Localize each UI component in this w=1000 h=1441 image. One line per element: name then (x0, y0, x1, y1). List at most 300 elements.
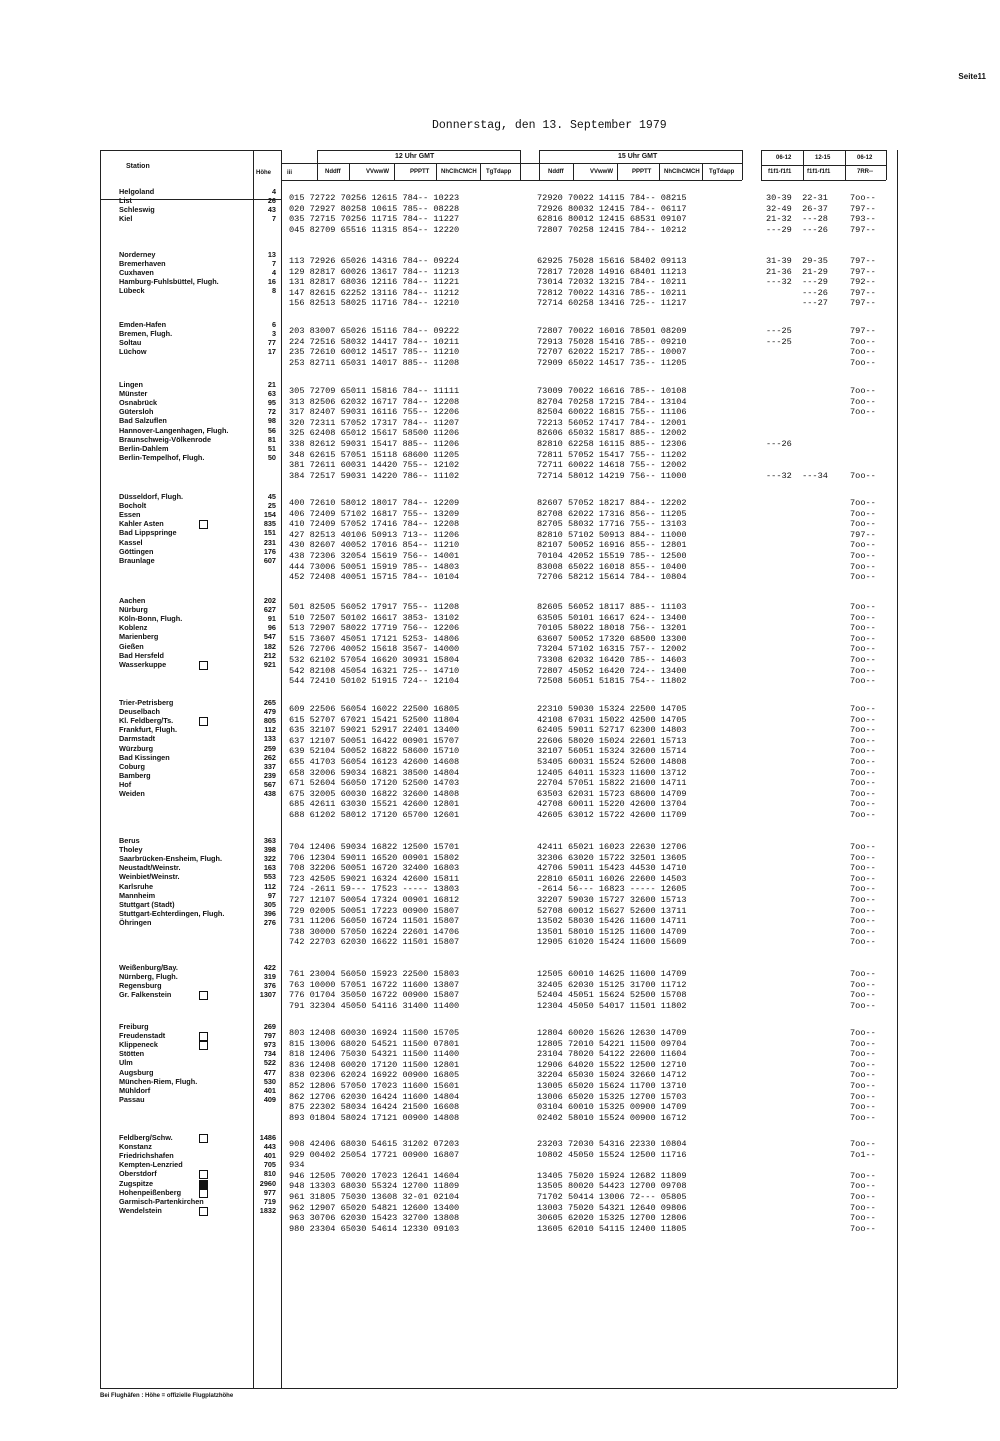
obs-15-row: 42706 59011 15423 44530 14710 (537, 863, 687, 874)
state-row: 7oo-- (850, 519, 876, 530)
station-name: Feldberg/Schw. (119, 1133, 173, 1142)
state-row: 7oo-- (850, 1059, 876, 1070)
station-name: Osnabrück (119, 398, 158, 408)
station-name: Emden-Hafen (119, 320, 167, 329)
obs-15-row: 82504 60022 16815 755-- 11106 (537, 407, 687, 418)
obs-12-row: 836 12408 60020 17120 11500 12801 (289, 1059, 460, 1070)
station-height: 305 (263, 899, 276, 909)
obs-15-row: 22606 58020 15024 22601 15713 (537, 735, 687, 746)
station-name: Köln-Bonn, Flugh. (119, 614, 183, 624)
obs-12-row: 400 72610 58012 18017 784-- 12209 (289, 498, 460, 508)
station-name: Regensburg (119, 981, 162, 991)
station-name: Braunlage (119, 555, 155, 565)
station-height: 553 (263, 872, 276, 882)
state-row: 7oo-- (850, 612, 876, 623)
state-row: 7oo-- (850, 655, 876, 665)
state-row: 797-- (850, 287, 876, 298)
state-row: 7oo-- (850, 969, 876, 979)
station-height: 163 (263, 863, 276, 873)
obs-15-row: 73014 72032 13215 784-- 10211 (537, 277, 687, 288)
state-row: 7oo-- (850, 905, 876, 916)
obs-12-row: 438 72306 32054 15619 756-- 14001 (289, 551, 460, 561)
obs-15-row: 02402 58010 15524 00900 16712 (537, 1112, 687, 1123)
state-row: 797-- (850, 326, 876, 336)
report-date: Donnerstag, den 13. September 1979 (432, 119, 667, 132)
station-name: Soltau (119, 338, 142, 348)
station-name: Gießen (119, 641, 144, 651)
station-name: Lübeck (119, 286, 145, 296)
obs-12-row: 791 32304 45050 54116 31400 11400 (289, 1000, 460, 1011)
obs-12-row: 685 42611 63030 15521 42600 12801 (289, 799, 460, 810)
obs-12-row: 675 32005 60030 16822 32600 14808 (289, 788, 460, 799)
state-row: 7oo-- (850, 1139, 876, 1149)
obs-12-row: 348 62615 57051 15118 68600 11205 (289, 449, 460, 460)
obs-12-row: 320 72311 57052 17317 784-- 11207 (289, 417, 460, 428)
open-square-icon (199, 717, 208, 726)
state-row: 7oo-- (850, 357, 876, 368)
station-name: Helgoland (119, 187, 155, 196)
station-name: Marienberg (119, 632, 159, 642)
obs-15-row: 62816 80012 12415 68531 09107 (537, 214, 687, 225)
station-height: 50 (267, 452, 276, 462)
obs-12-row: 704 12406 59034 16822 12500 15701 (289, 842, 460, 852)
station-name: Bad Hersfeld (119, 650, 165, 660)
obs-12-row: 609 22506 56054 16022 22500 16805 (289, 704, 460, 714)
obs-15-row: 12905 61020 15424 11600 15609 (537, 937, 687, 948)
station-height: 977 (263, 1187, 276, 1197)
obs-15-row: 83008 65022 16018 855-- 10400 (537, 561, 687, 572)
obs-12-row: 963 30706 62030 15423 32700 13808 (289, 1213, 460, 1224)
state-row: 7oo-- (850, 602, 876, 612)
obs-15-row: 13006 65020 15325 12700 15703 (537, 1091, 687, 1102)
station-height: 7 (271, 259, 276, 269)
obs-12-row: 526 72706 40052 15618 3567- 14000 (289, 644, 460, 655)
open-square-icon (199, 1170, 208, 1179)
station-name: Kempten-Lenzried (119, 1160, 183, 1170)
station-height: 835 (263, 519, 276, 529)
station-name: Hamburg-Fuhlsbüttel, Flugh. (119, 277, 219, 287)
col12-ppptt: PPPTT (410, 169, 430, 175)
obs-15-row: 72812 70022 14316 785-- 10211 (537, 287, 687, 298)
station-name: Mannheim (119, 890, 156, 900)
state-row: 793-- (850, 214, 876, 225)
col12-vvwww: VVwwW (366, 169, 390, 175)
station-height: 265 (263, 698, 276, 707)
obs-15-row: 71702 50414 13006 72--- 05805 (537, 1192, 687, 1202)
station-name: Hannover-Langenhagen, Flugh. (119, 425, 229, 435)
state-row: 7oo-- (850, 725, 876, 736)
station-name: Stuttgart-Echterdingen, Flugh. (119, 908, 225, 918)
obs-12-row: 639 52104 50052 16822 58600 15710 (289, 746, 460, 757)
obs-15-row: 72707 62022 15217 785-- 10007 (537, 347, 687, 358)
station-name: Frankfurt, Flugh. (119, 725, 177, 735)
obs-12-row: 305 72709 65011 15816 784-- 11111 (289, 386, 460, 396)
obs-15-row: 82810 62258 16115 885-- 12306 (537, 439, 687, 449)
open-square-icon (199, 1207, 208, 1216)
station-name: Wendelstein (119, 1205, 162, 1215)
obs-12-row: 688 61202 58012 17120 65700 12601 (289, 810, 460, 820)
obs-12-row: 325 62408 65012 15617 58500 11206 (289, 428, 460, 439)
obs-12-row: 045 82709 65516 11315 854-- 12220 (289, 224, 460, 235)
state-row: 7oo-- (850, 1028, 876, 1038)
station-name: Zugspitze (119, 1178, 154, 1188)
obs-12-row: 515 73607 45051 17121 5253- 14806 (289, 633, 460, 644)
station-height: 422 (263, 963, 276, 972)
obs-15-row: 73204 57102 16315 757-- 12002 (537, 644, 687, 655)
state-row: 797-- (850, 203, 876, 214)
station-name: Braunschweig-Völkenrode (119, 434, 212, 444)
range-row: ---32 ---29 (766, 277, 828, 288)
obs-15-row: 22704 57051 15822 21600 14711 (537, 778, 687, 789)
obs-15-row: 30605 62020 15325 12700 12806 (537, 1213, 687, 1224)
state-row: 7oo-- (850, 1070, 876, 1081)
state-row: 797-- (850, 298, 876, 309)
state-row: 7oo-- (850, 979, 876, 990)
obs-15-row: 72714 58012 14219 756-- 11000 (537, 470, 687, 481)
col15-clouds: NhClhCMCH (664, 169, 700, 175)
obs-15-row: 22310 59030 15324 22500 14705 (537, 704, 687, 714)
obs-12-row: 510 72507 50102 16617 3853- 13102 (289, 612, 460, 623)
obs-12-row: 893 01804 58024 17121 00900 14808 (289, 1112, 460, 1123)
obs-15-row: 13605 62010 54115 12400 11805 (537, 1223, 687, 1234)
station-name: Cuxhaven (119, 268, 154, 278)
station-height: 705 (263, 1160, 276, 1170)
state-row: 7oo-- (850, 1102, 876, 1113)
obs-12-row: 452 72408 40051 15715 784-- 10104 (289, 572, 460, 583)
state-row: 7oo-- (850, 665, 876, 676)
station-height: 1832 (259, 1205, 276, 1215)
station-height: 376 (263, 981, 276, 991)
station-height: 805 (263, 716, 276, 726)
station-height: 17 (267, 347, 276, 357)
station-name: Bocholt (119, 501, 147, 511)
obs-15-row: 12805 72010 54221 11500 09704 (537, 1038, 687, 1049)
col12-nddff: Nddff (325, 169, 341, 175)
obs-12-row: 410 72409 57052 17416 784-- 12208 (289, 519, 460, 530)
obs-12-row: 156 82513 58025 11716 784-- 12210 (289, 298, 460, 309)
station-height: 202 (263, 596, 276, 605)
obs-15-row: 62405 59011 52717 62300 14803 (537, 725, 687, 736)
station-height: 398 (263, 845, 276, 855)
obs-12-row: 544 72410 50102 51915 724-- 12104 (289, 676, 460, 687)
col12-clouds: NhClhCMCH (441, 169, 477, 175)
obs-12-row: 532 62102 57054 16620 30931 15804 (289, 655, 460, 665)
station-height: 176 (263, 546, 276, 556)
station-height: 26 (267, 196, 276, 206)
station-height: 151 (263, 528, 276, 538)
state-row: 7oo-- (850, 1049, 876, 1060)
station-name: Stuttgart (Stadt) (119, 899, 175, 909)
station-height: 56 (267, 425, 276, 435)
obs-15-row: 53405 60031 15524 52600 14808 (537, 757, 687, 767)
state-row: 7oo-- (850, 990, 876, 1001)
station-name: Stötten (119, 1049, 145, 1059)
obs-15-row: 12304 45050 54017 11501 11802 (537, 1000, 687, 1011)
obs-15-row: 13505 80020 54423 12700 09708 (537, 1181, 687, 1192)
station-height: 443 (263, 1142, 276, 1152)
obs-15-row: 12505 60010 14625 11600 14709 (537, 969, 687, 979)
station-height: 363 (263, 836, 276, 845)
obs-12-row: 671 52604 56050 17120 52500 14703 (289, 778, 460, 789)
col15-tgtd: TgTdapp (709, 169, 735, 175)
obs-15-row: 72213 56052 17417 784-- 12001 (537, 417, 687, 428)
station-name: Berlin-Tempelhof, Flugh. (119, 452, 205, 462)
state-row: 7oo-- (850, 937, 876, 948)
state-row: 7oo-- (850, 540, 876, 551)
obs-15-row: 13502 58030 15426 11600 14711 (537, 916, 687, 927)
header-15-gmt: 15 Uhr GMT (618, 153, 658, 160)
obs-15-row: -2614 56--- 16823 ----- 12605 (537, 884, 687, 895)
station-name: Kahler Asten (119, 519, 164, 529)
station-height: 3 (271, 329, 276, 339)
obs-12-row: 235 72610 60012 14517 785-- 11210 (289, 347, 460, 358)
station-height: 719 (263, 1196, 276, 1206)
page-number: Seite11 (958, 72, 986, 81)
station-height: 409 (263, 1094, 276, 1104)
station-height: 337 (263, 761, 276, 771)
obs-15-row: 72714 60258 13416 725-- 11217 (537, 298, 687, 309)
station-name: Karlsruhe (119, 881, 154, 891)
range-row: ---32 ---34 (766, 470, 828, 481)
iii-header: iii (287, 170, 293, 176)
station-name: Lingen (119, 380, 143, 389)
station-height: 91 (267, 614, 276, 624)
station-height: 45 (267, 492, 276, 501)
r2b-header: f1f1-f1f1 (807, 169, 831, 175)
r1b-header: f1f1-f1f1 (768, 169, 792, 175)
station-name: Düsseldorf, Flugh. (119, 492, 184, 501)
state-row: 7oo-- (850, 508, 876, 519)
obs-12-row: 731 11206 56050 16724 11501 15807 (289, 916, 460, 927)
obs-15-row: 72807 70258 12415 784-- 10212 (537, 224, 687, 235)
obs-12-row: 338 82612 59031 15417 885-- 11206 (289, 439, 460, 449)
obs-12-row: 015 72722 70256 12615 784-- 10223 (289, 193, 460, 203)
state-row: 7o1-- (850, 1149, 876, 1160)
station-name: Wasserkuppe (119, 659, 167, 669)
open-square-icon (199, 520, 208, 529)
obs-12-row: 724 -2611 59--- 17523 ----- 13803 (289, 884, 460, 895)
obs-12-row: 113 72926 65026 14316 784-- 09224 (289, 256, 460, 266)
station-name: Berlin-Dahlem (119, 443, 169, 453)
station-height: 319 (263, 972, 276, 982)
obs-15-row: 70105 58022 18018 756-- 13201 (537, 623, 687, 634)
state-row: 7oo-- (850, 623, 876, 634)
station-name: Kassel (119, 537, 143, 547)
obs-12-row: 203 83007 65026 15116 784-- 09222 (289, 326, 460, 336)
station-height: 627 (263, 605, 276, 615)
state-row: 7oo-- (850, 704, 876, 714)
station-name: Bremen, Flugh. (119, 329, 173, 339)
hoehe-header: Höhe (256, 170, 271, 176)
station-height: 607 (263, 555, 276, 565)
state-row: 797-- (850, 224, 876, 235)
obs-15-row: 82607 57052 18217 884-- 12202 (537, 498, 687, 508)
station-height: 921 (263, 659, 276, 669)
station-name: Nürnberg, Flugh. (119, 972, 178, 982)
station-height: 276 (263, 917, 276, 927)
obs-15-row: 72807 70022 16016 78501 08209 (537, 326, 687, 336)
state-row: 7oo-- (850, 810, 876, 820)
station-name: Bamberg (119, 770, 151, 780)
obs-15-row: 23203 72030 54316 22330 10804 (537, 1139, 687, 1149)
obs-15-row: 82810 57102 50913 884-- 11000 (537, 529, 687, 540)
station-name: Bad Kissingen (119, 752, 170, 762)
r1-header: 06-12 (776, 155, 792, 161)
obs-12-row: 635 32107 59021 52917 22401 13400 (289, 725, 460, 736)
station-height: 4 (271, 268, 276, 278)
state-row: 7oo-- (850, 561, 876, 572)
state-row: 7oo-- (850, 1202, 876, 1213)
station-name: Koblenz (119, 623, 148, 633)
station-name: Tholey (119, 845, 143, 855)
station-height: 567 (263, 779, 276, 789)
station-height: 133 (263, 734, 276, 744)
station-height: 13 (267, 250, 276, 259)
station-name: Göttingen (119, 546, 154, 556)
station-name: Nürburg (119, 605, 148, 615)
obs-12-row: 723 42505 59021 16324 42600 15811 (289, 873, 460, 884)
station-name: Darmstadt (119, 734, 156, 744)
station-name: Klippeneck (119, 1040, 158, 1050)
state-row: 792-- (850, 277, 876, 288)
station-name: Saarbrücken-Ensheim, Flugh. (119, 854, 222, 864)
obs-12-row: 875 22302 58034 16424 21500 16608 (289, 1102, 460, 1113)
obs-12-row: 852 12806 57050 17023 11600 15601 (289, 1081, 460, 1091)
station-name: Freiburg (119, 1022, 149, 1031)
state-row: 7oo-- (850, 572, 876, 583)
station-height: 77 (267, 338, 276, 348)
state-row: 7oo-- (850, 852, 876, 863)
obs-15-row: 42605 63012 15722 42600 11709 (537, 810, 687, 820)
station-height: 734 (263, 1049, 276, 1059)
obs-15-row: 22810 65011 16026 22600 14503 (537, 873, 687, 884)
state-row: 7oo-- (850, 735, 876, 746)
obs-15-row: 32207 59030 15727 32600 15713 (537, 895, 687, 905)
obs-15-row: 42411 65021 16023 22630 12706 (537, 842, 687, 852)
obs-12-row: 742 22703 62030 16622 11501 15807 (289, 937, 460, 948)
obs-12-row: 934 (289, 1160, 305, 1171)
obs-15-row: 32107 56051 15324 32600 15714 (537, 746, 687, 757)
state-row: 7oo-- (850, 895, 876, 905)
obs-12-row: 838 02306 62024 16922 00900 16805 (289, 1070, 460, 1081)
obs-12-row: 513 72907 58022 17719 756-- 12206 (289, 623, 460, 634)
station-name: Weinbiet/Weinstr. (119, 872, 180, 882)
station-height: 231 (263, 537, 276, 547)
obs-12-row: 706 12304 59011 16520 00901 15802 (289, 852, 460, 863)
obs-15-row: 63607 50052 17320 68500 13300 (537, 633, 687, 644)
state-row: 7oo-- (850, 757, 876, 767)
station-height: 401 (263, 1085, 276, 1095)
obs-12-row: 224 72516 58032 14417 784-- 10211 (289, 336, 460, 347)
station-name: Lüchow (119, 347, 147, 357)
station-height: 21 (267, 380, 276, 389)
state-row: 7oo-- (850, 767, 876, 778)
station-name: Ulm (119, 1058, 133, 1068)
station-name: Kiel (119, 214, 133, 224)
station-name: Münster (119, 389, 148, 399)
station-name: Schleswig (119, 205, 155, 215)
station-name: Norderney (119, 250, 156, 259)
col15-ppptt: PPPTT (632, 169, 652, 175)
open-square-icon (199, 1032, 208, 1041)
station-name: Coburg (119, 761, 145, 771)
station-height: 98 (267, 416, 276, 426)
range-row: ---25 (766, 326, 792, 336)
station-height: 96 (267, 623, 276, 633)
station-name: Oberstdorf (119, 1169, 157, 1179)
obs-15-row: 32306 63020 15722 32501 13605 (537, 852, 687, 863)
obs-12-row: 313 82506 62032 16717 784-- 12208 (289, 396, 460, 407)
state-row: 7oo-- (850, 1081, 876, 1091)
obs-12-row: 317 82407 59031 16116 755-- 12206 (289, 407, 460, 418)
obs-15-row: 82705 58032 17716 755-- 13103 (537, 519, 687, 530)
state-row: 797-- (850, 529, 876, 540)
r3b-header: 7RR-- (857, 169, 873, 175)
state-row: 7oo-- (850, 1091, 876, 1102)
obs-12-row: 655 41703 56054 16123 42600 14608 (289, 757, 460, 767)
open-square-icon (199, 1041, 208, 1050)
obs-15-row: 72909 65022 14517 735-- 11205 (537, 357, 687, 368)
obs-12-row: 253 82711 65031 14017 885-- 11208 (289, 357, 460, 368)
obs-12-row: 776 01704 35050 16722 00900 15807 (289, 990, 460, 1001)
station-name: Bad Salzuflen (119, 416, 167, 426)
obs-15-row: 82107 50052 16916 855-- 12801 (537, 540, 687, 551)
obs-12-row: 427 82513 40106 50913 713-- 11206 (289, 529, 460, 540)
obs-15-row: 72920 70022 14115 784-- 08215 (537, 193, 687, 203)
state-row: 7oo-- (850, 916, 876, 927)
obs-12-row: 542 82108 45054 16321 725-- 14710 (289, 665, 460, 676)
station-header: Station (126, 163, 150, 170)
obs-12-row: 430 82607 40052 17016 854-- 11210 (289, 540, 460, 551)
obs-15-row: 82708 62022 17316 856-- 11205 (537, 508, 687, 519)
station-height: 522 (263, 1058, 276, 1068)
station-height: 401 (263, 1151, 276, 1161)
state-row: 7oo-- (850, 193, 876, 203)
obs-15-row: 52404 45051 15624 52500 15708 (537, 990, 687, 1001)
obs-12-row: 020 72927 80258 10615 785-- 08228 (289, 203, 460, 214)
state-row: 7oo-- (850, 1170, 876, 1181)
range-row: ---29 ---26 (766, 224, 828, 235)
state-row: 7oo-- (850, 1192, 876, 1202)
obs-15-row: 72913 75028 15416 785-- 09210 (537, 336, 687, 347)
station-name: München-Riem, Flugh. (119, 1076, 198, 1086)
state-row: 7oo-- (850, 676, 876, 687)
station-height: 479 (263, 707, 276, 717)
range-row: ---26 (766, 287, 828, 298)
station-name: Hohenpeißenberg (119, 1187, 182, 1197)
obs-15-row: 13501 58010 15125 11600 14709 (537, 926, 687, 937)
state-row: 7oo-- (850, 1181, 876, 1192)
station-name: Gr. Falkenstein (119, 990, 172, 1000)
obs-15-row: 13003 75020 54321 12640 09806 (537, 1202, 687, 1213)
obs-15-row: 13005 65020 15624 11700 13710 (537, 1081, 687, 1091)
obs-12-row: 406 72409 57102 16817 755-- 13209 (289, 508, 460, 519)
obs-15-row: 70104 42052 15519 785-- 12500 (537, 551, 687, 561)
station-height: 530 (263, 1076, 276, 1086)
obs-15-row: 63505 50101 16617 624-- 13400 (537, 612, 687, 623)
station-height: 72 (267, 407, 276, 417)
station-name: Öhringen (119, 917, 152, 927)
obs-15-row: 72711 60022 14618 755-- 12002 (537, 460, 687, 471)
station-height: 81 (267, 434, 276, 444)
station-height: 16 (267, 277, 276, 287)
state-row: 7oo-- (850, 498, 876, 508)
station-name: Bremerhaven (119, 259, 166, 269)
station-height: 51 (267, 443, 276, 453)
obs-12-row: 763 10000 57051 16722 11600 13807 (289, 979, 460, 990)
station-name: Würzburg (119, 743, 154, 753)
obs-12-row: 501 82505 56052 17917 755-- 11208 (289, 602, 460, 612)
